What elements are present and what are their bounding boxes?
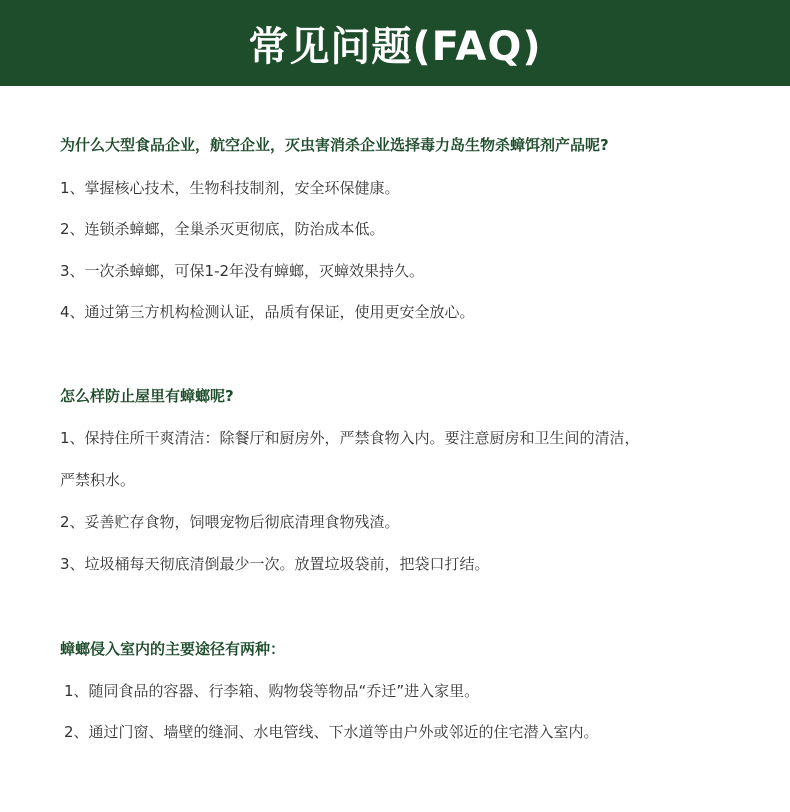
faq-answer: 1、掌握核心技术，生物科技制剂，安全环保健康。 <box>60 179 400 197</box>
faq-question: 蟑螂侵入室内的主要途径有两种： <box>60 640 286 658</box>
faq-question: 怎么样防止屋里有蟑螂呢? <box>60 387 234 405</box>
faq-answer: 2、通过门窗、墙壁的缝洞、水电管线、下水道等由户外或邻近的住宅潜入室内。 <box>64 723 599 741</box>
faq-answer: 1、随同食品的容器、行李箱、购物袋等物品“乔迁”进入家里。 <box>64 682 480 700</box>
faq-answer: 2、妥善贮存食物，饲喂宠物后彻底清理食物残渣。 <box>60 513 400 531</box>
faq-answer: 1、保持住所干爽清洁：除餐厅和厨房外，严禁食物入内。要注意厨房和卫生间的清洁， <box>60 429 640 447</box>
faq-answer: 3、一次杀蟑螂，可保1-2年没有蟑螂，灭蟑效果持久。 <box>60 262 425 280</box>
faq-question: 为什么大型食品企业，航空企业，灭虫害消杀企业选择毒力岛生物杀蟑饵剂产品呢? <box>60 136 609 154</box>
faq-answer: 4、通过第三方机构检测认证，品质有保证，使用更安全放心。 <box>60 303 475 321</box>
faq-answer: 严禁积水。 <box>60 471 136 489</box>
page-title: 常见问题(FAQ) <box>248 23 542 70</box>
header-banner <box>0 0 790 86</box>
faq-answer: 2、连锁杀蟑螂，全巢杀灭更彻底，防治成本低。 <box>60 220 385 238</box>
faq-answer: 3、垃圾桶每天彻底清倒最少一次。放置垃圾袋前，把袋口打结。 <box>60 555 490 573</box>
